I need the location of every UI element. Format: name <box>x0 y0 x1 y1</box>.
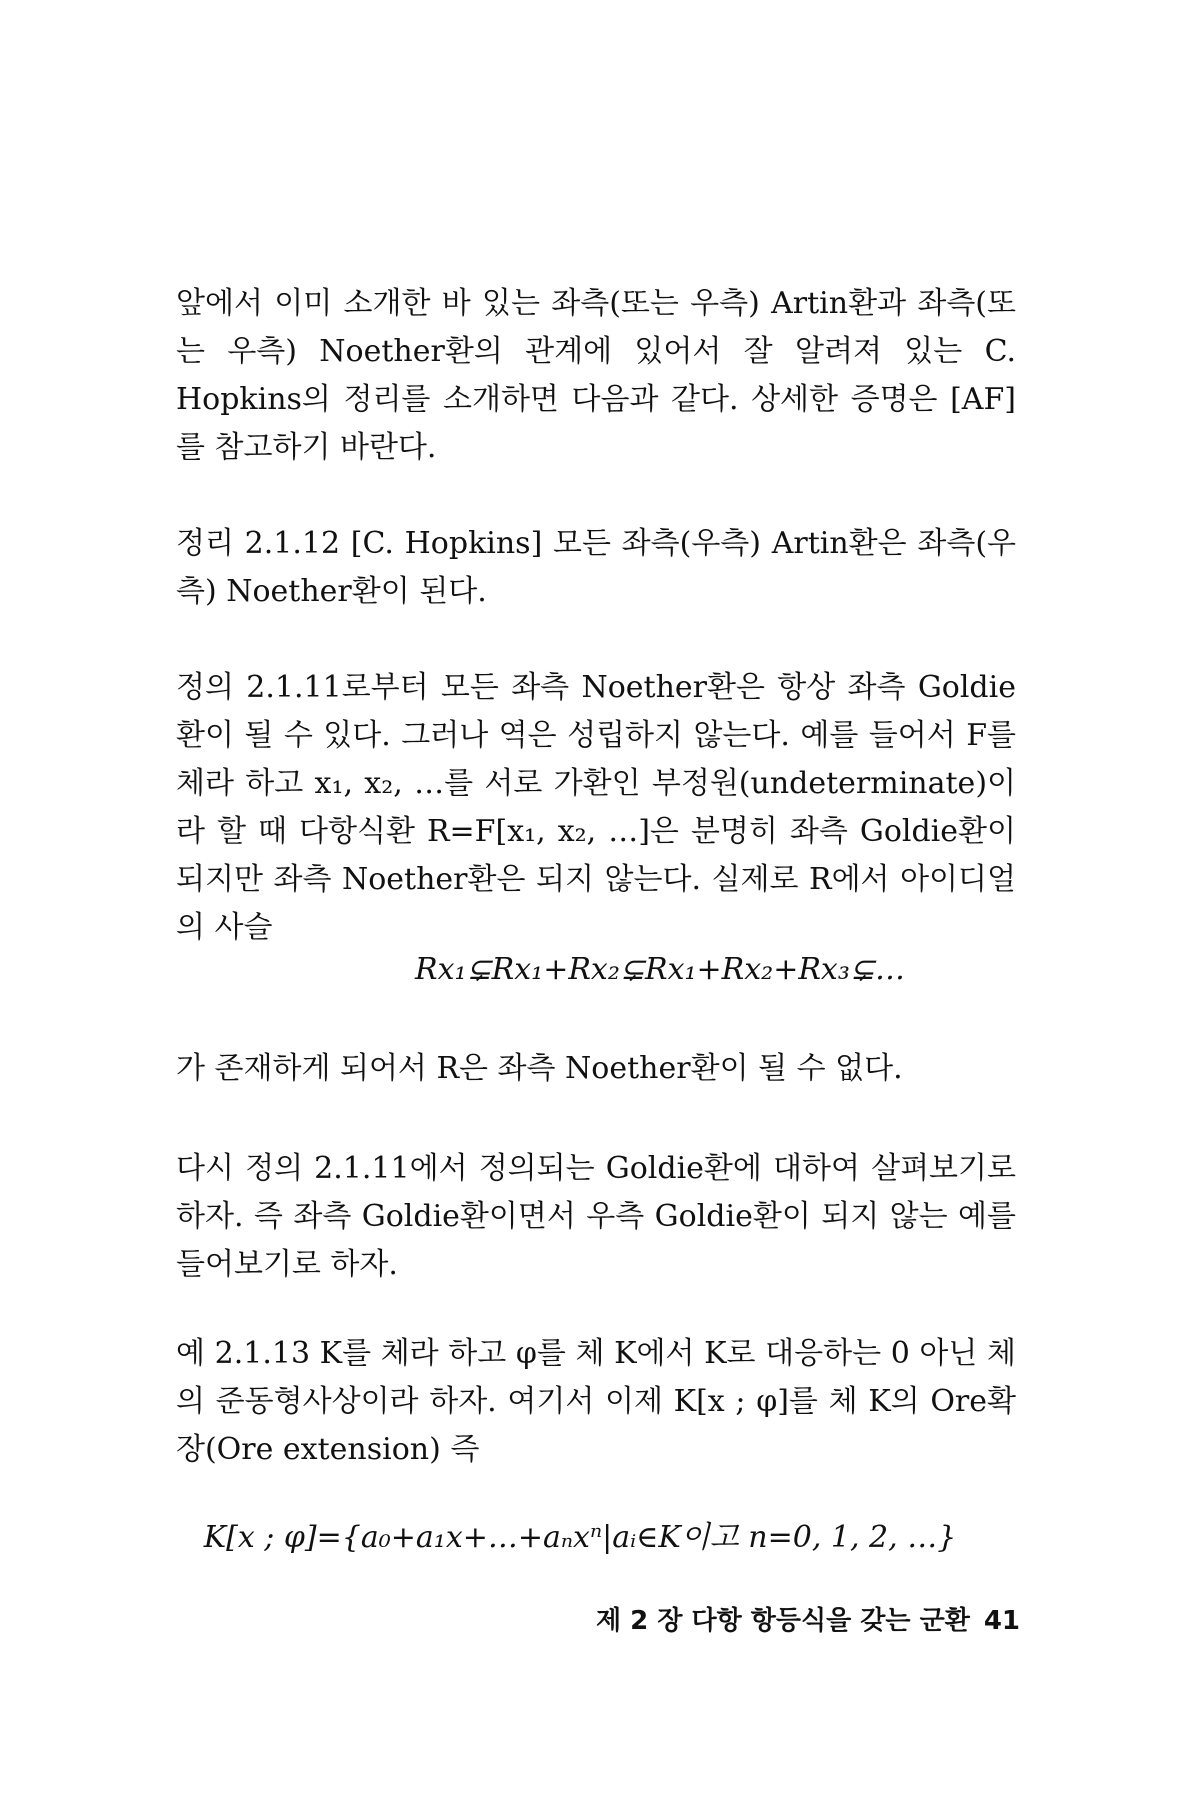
page-number: 41 <box>983 1606 1020 1636</box>
paragraph-goldie-example-intro: 다시 정의 2.1.11에서 정의되는 Goldie환에 대하여 살펴보기로 하자. 즉 좌측 Goldie환이면서 우측 Goldie환이 되지 않는 예를 들어보기로 하자. <box>176 1151 1016 1282</box>
paragraph-conclusion: 가 존재하게 되어서 R은 좌측 Noether환이 될 수 없다. <box>176 1051 903 1086</box>
paragraph-hopkins-intro: 앞에서 이미 소개한 바 있는 좌측(또는 우측) Artin환과 좌측(또는 우측) Noether환의 관계에 있어서 잘 알려져 있는 C. Hopkins의 정리를 소개하면 다음과 같다. 상세한 증명은 [AF]를 참고하기 바란다. <box>176 286 1016 465</box>
formula-ideal-chain: Rx₁⊊Rx₁+Rx₂⊊Rx₁+Rx₂+Rx₃⊊… <box>414 952 906 987</box>
theorem-2-1-12: 정리 2.1.12 [C. Hopkins] 모든 좌측(우측) Artin환은 좌측(우측) Noether환이 된다. <box>176 526 1016 609</box>
chapter-title: 제 2 장 다항 항등식을 갖는 군환 <box>596 1606 970 1636</box>
paragraph-goldie-noether: 정의 2.1.11로부터 모든 좌측 Noether환은 항상 좌측 Goldie환이 될 수 있다. 그러나 역은 성립하지 않는다. 예를 들어서 F를 체라 하고 x₁, x₂, …를 서로 가환인 부정원(undeterminate)이라 할 때 다항식환 R=F[x₁, x₂, …]은 분명히 좌측 Goldie환이 되지만 좌측 Noether환은 되지 않는다. 실제로 R에서 아이디얼의 사슬 <box>176 670 1016 945</box>
example-2-1-13: 예 2.1.13 K를 체라 하고 φ를 체 K에서 K로 대응하는 0 아닌 체의 준동형사상이라 하자. 여기서 이제 K[x ; φ]를 체 K의 Ore확장(Ore extension) 즉 <box>176 1336 1016 1467</box>
running-footer <box>560 1600 1020 1637</box>
formula-ore-extension: K[x ; φ]={a₀+a₁x+…+aₙxⁿ|aᵢ∈K이고 n=0, 1, 2, …} <box>203 1520 957 1555</box>
